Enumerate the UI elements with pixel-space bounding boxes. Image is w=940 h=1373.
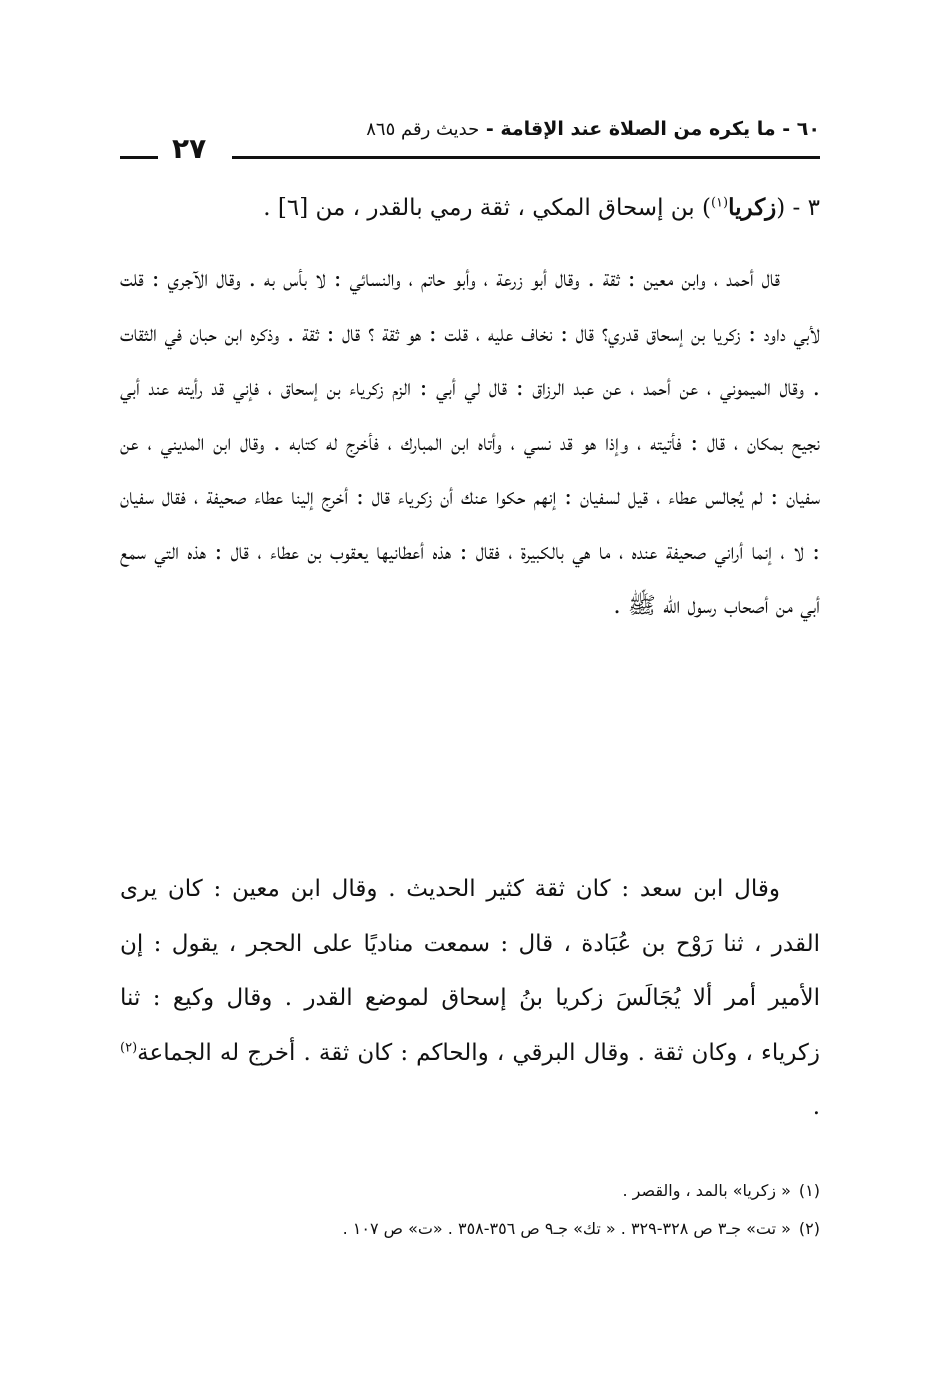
- chapter-title-text: ٦٠ - ما يكره من الصلاة عند الإقامة: [500, 118, 820, 140]
- header-separator: -: [479, 118, 501, 140]
- footnote-2: [120, 1210, 820, 1248]
- footnote-1: [120, 1172, 820, 1210]
- entry-number: ٣ - (: [776, 195, 820, 221]
- paragraph-1: [120, 252, 820, 634]
- footnotes: [120, 1172, 820, 1248]
- paragraph-1-text: قال أحمد ، وابن معين : ثقة . وقال أبو زرعة ، وأبو حاتم ، والنسائي : لا بأس به . وقال الآجري : قلت لأبي داود : زكريا بن إسحاق قدري؟ قال : نخاف عليه ، قلت : هو ثقة ؟ قال : ثقة . وذكره ابن حبان في الثقات . وقال الميموني ، عن أحمد ، عن عبد الرزاق : قال لي أبي : الزم زكرياء بن إسحاق ، فإني قد رأيته عند أبي نجيح بمكان ، قال : فأتيته ، وإذا هو قد نسي ، وأتاه ابن المبارك ، فأخرج له كتابه . وقال ابن المديني ، عن سفيان : لم يُجالس عطاء ، قيل لسفيان : إنهم حكوا عنك أن زكرياء قال : أخرج إلينا عطاء صحيفة ، فقال سفيان : لا ، إنما أراني صحيفة عنده ، ما هي بالكبيرة ، فقال : هذه أعطانيها يعقوب بن عطاء ، قال : هذه التي سمع أبي من أصحاب رسول الله ﷺ .: [120, 266, 820, 619]
- footnote-1-text: « زكريا» بالمد ، والقصر .: [622, 1181, 791, 1200]
- running-header: [120, 112, 820, 165]
- page-number: ٢٧: [172, 132, 207, 165]
- footnote-2-mark: (٢): [798, 1219, 820, 1238]
- footnote-ref-1: (١): [710, 195, 729, 211]
- header-rule: [232, 156, 820, 159]
- footnote-1-mark: (١): [798, 1181, 820, 1200]
- footnote-ref-2: (٢): [120, 1039, 138, 1055]
- paragraph-2: [120, 862, 820, 1135]
- paragraph-2-end: .: [812, 1094, 820, 1120]
- paragraph-2-text: وقال ابن سعد : كان ثقة كثير الحديث . وقال ابن معين : كان يرى القدر ، ثنا رَوْح بن عُبَادة ، قال : سمعت مناديًا على الحجر ، يقول : إن الأمير أمر ألا يُجَالَسَ زكريا بنُ إسحاق لموضع القدر . وقال وكيع : ثنا زكرياء ، وكان ثقة . وقال البرقي ، والحاكم : كان ثقة . أخرج له الجماعة: [120, 876, 820, 1066]
- page-number-rule: [120, 156, 158, 159]
- narrator-name: زكريا: [728, 194, 777, 221]
- hadith-reference: حديث رقم ٨٦٥: [366, 119, 480, 140]
- narrator-entry-heading: [120, 188, 820, 228]
- footnote-2-text: « تت» جـ٣ ص ٣٢٨-٣٢٩ . « تك» جـ٩ ص ٣٥٦-٣٥٨ . «ت» ص ١٠٧ .: [342, 1219, 791, 1238]
- chapter-title: [366, 118, 820, 140]
- entry-description: ) بن إسحاق المكي ، ثقة رمي بالقدر ، من [٦] .: [263, 195, 711, 221]
